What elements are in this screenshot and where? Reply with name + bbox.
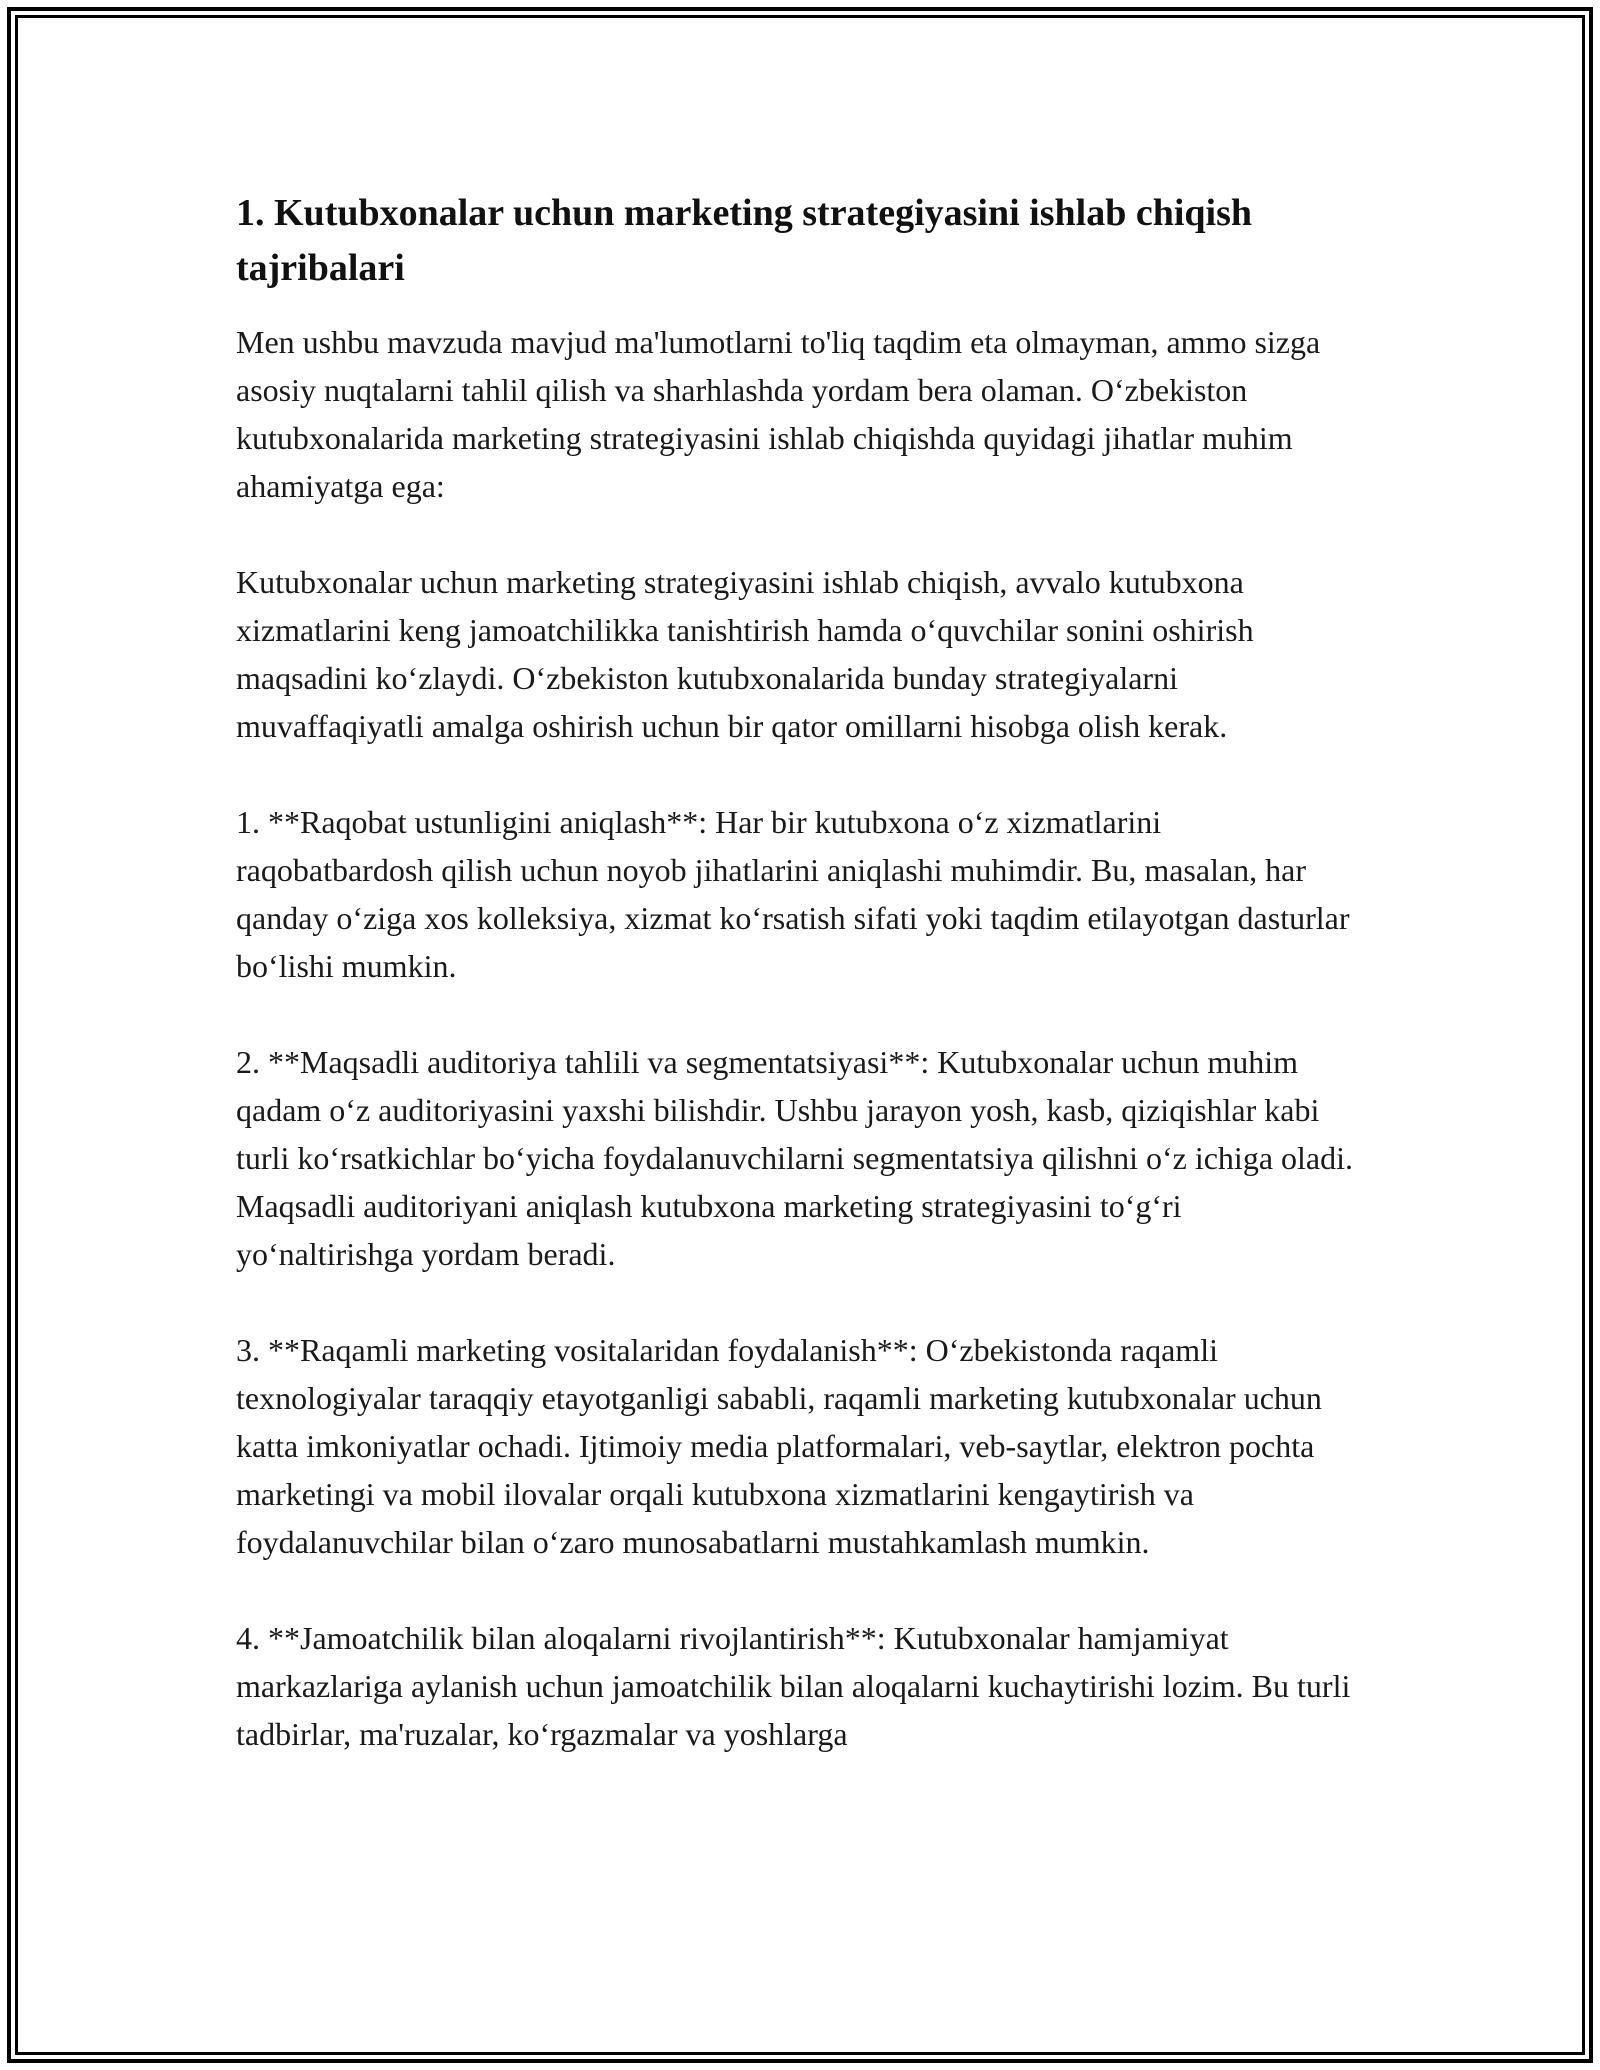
document-body [236,186,1366,1806]
point-4-paragraph: 4. **Jamoatchilik bilan aloqalarni rivojlantirish**: Kutubxonalar hamjamiyat markazlariga aylanish uchun jamoatchilik bilan aloqalarni kuchaytirishi lozim. Bu turli tadbirlar, ma'ruzalar, ko‘rgazmalar va yoshlarga [236,1620,1351,1752]
point-1-paragraph: 1. **Raqobat ustunligini aniqlash**: Har bir kutubxona o‘z xizmatlarini raqobatbardosh qilish uchun noyob jihatlarini aniqlashi muhimdir. Bu, masalan, har qanday o‘ziga xos kolleksiya, xizmat ko‘rsatish sifati yoki taqdim etilayotgan dasturlar bo‘lishi mumkin. [236,804,1350,984]
point-2-paragraph: 2. **Maqsadli auditoriya tahlili va segmentatsiyasi**: Kutubxonalar uchun muhim qadam o‘z auditoriyasini yaxshi bilishdir. Ushbu jarayon yosh, kasb, qiziqishlar kabi turli ko‘rsatkichlar bo‘yicha foydalanuvchilarni segmentatsiya qilishni o‘z ichiga oladi. Maqsadli auditoriyani aniqlash kutubxona marketing strategiyasini to‘g‘ri yo‘naltirishga yordam beradi. [236,1044,1353,1272]
intro-paragraph: Men ushbu mavzuda mavjud ma'lumotlarni to'liq taqdim eta olmayman, ammo sizga asosiy nuqtalarni tahlil qilish va sharhlashda yordam bera olaman. O‘zbekiston kutubxonalarida marketing strategiyasini ishlab chiqishda quyidagi jihatlar muhim ahamiyatga ega: [236,324,1321,504]
overview-paragraph: Kutubxonalar uchun marketing strategiyasini ishlab chiqish, avvalo kutubxona xizmatlarini keng jamoatchilikka tanishtirish hamda o‘quvchilar sonini oshirish maqsadini ko‘zlaydi. O‘zbekiston kutubxonalarida bunday strategiyalarni muvaffaqiyatli amalga oshirish uchun bir qator omillarni hisobga olish kerak. [236,564,1254,744]
section-heading: 1. Kutubxonalar uchun marketing strategiyasini ishlab chiqish tajribalari [236,192,1253,289]
point-3-paragraph: 3. **Raqamli marketing vositalaridan foydalanish**: O‘zbekistonda raqamli texnologiyalar taraqqiy etayotganligi sababli, raqamli marketing kutubxonalar uchun katta imkoniyatlar ochadi. Ijtimoiy media platformalari, veb-saytlar, elektron pochta marketingi va mobil ilovalar orqali kutubxona xizmatlarini kengaytirish va foydalanuvchilar bilan o‘zaro munosabatlarni mustahkamlash mumkin. [236,1332,1322,1560]
